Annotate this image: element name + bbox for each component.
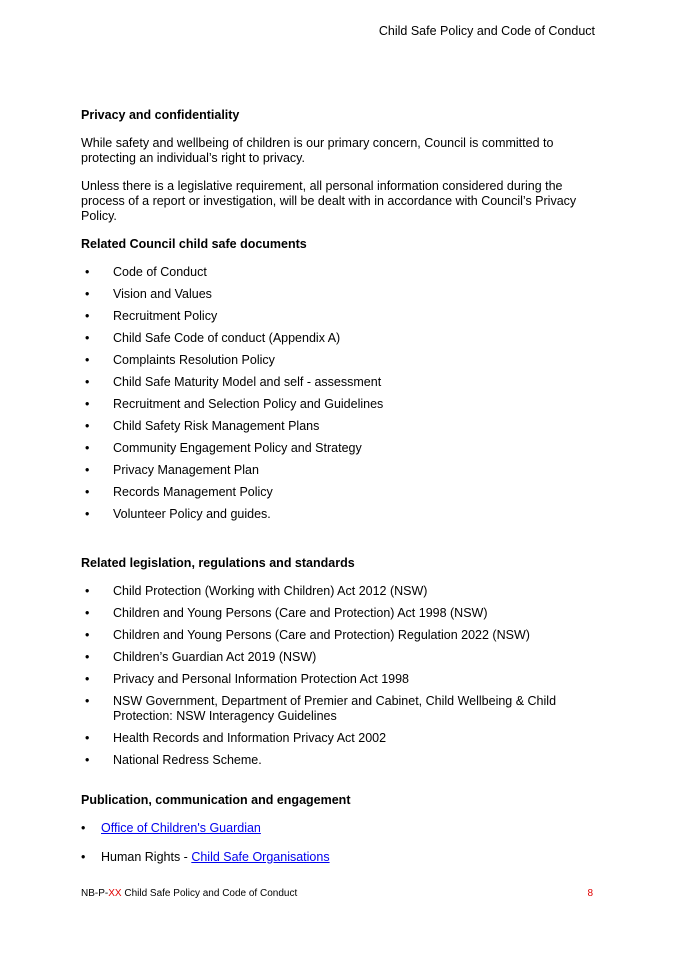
- office-childrens-guardian-link[interactable]: Office of Children's Guardian: [101, 821, 261, 835]
- bullet-icon: •: [85, 628, 90, 642]
- list-item: • NSW Government, Department of Premier and Cabinet, Child Wellbeing & Child Protection: NSW Interagency Guidelines: [85, 694, 557, 723]
- list-item: • Privacy Management Plan: [85, 463, 259, 477]
- list-item: • Health Records and Information Privacy Act 2002: [85, 731, 387, 745]
- list-item: • Vision and Values: [85, 287, 212, 301]
- footer-title: Child Safe Policy and Code of Conduct: [121, 888, 298, 899]
- list-item: • Complaints Resolution Policy: [85, 353, 275, 367]
- bullet-icon: •: [85, 265, 90, 279]
- bullet-icon: •: [85, 650, 90, 664]
- page-number: 8: [587, 888, 593, 899]
- footer-code-prefix: NB-P-: [81, 888, 109, 899]
- list-item: • Child Safe Code of conduct (Appendix A): [85, 331, 341, 345]
- bullet-icon: •: [85, 353, 90, 367]
- bullet-icon: •: [85, 309, 90, 323]
- bullet-icon: •: [85, 731, 90, 745]
- list-item: • Child Safety Risk Management Plans: [85, 419, 320, 433]
- list-item: • Privacy and Personal Information Protection Act 1998: [85, 672, 409, 686]
- bullet-icon: •: [85, 485, 90, 499]
- bullet-icon: •: [85, 419, 90, 433]
- bullet-icon: •: [85, 463, 90, 477]
- bullet-icon: •: [85, 507, 90, 521]
- privacy-paragraph-2: Unless there is a legislative requirement, all personal information considered during the process of a report or investigation, will be dealt with in accordance with Council’s Privacy Policy.: [81, 179, 577, 223]
- list-item: • Recruitment Policy: [85, 309, 218, 323]
- publication-list: [81, 821, 581, 865]
- publication-heading: Publication, communication and engagement: [81, 793, 351, 807]
- list-item: • Child Protection (Working with Children) Act 2012 (NSW): [85, 584, 428, 598]
- list-item: • Children and Young Persons (Care and Protection) Regulation 2022 (NSW): [85, 628, 530, 642]
- list-item: • Records Management Policy: [85, 485, 273, 499]
- list-item: • Child Safe Maturity Model and self - assessment: [85, 375, 382, 389]
- footer-code-xx: XX: [108, 888, 122, 899]
- bullet-icon: •: [85, 694, 90, 708]
- documents-list: [81, 265, 581, 522]
- bullet-icon: •: [85, 672, 90, 686]
- bullet-icon: •: [85, 441, 90, 455]
- list-item: • Volunteer Policy and guides.: [85, 507, 271, 521]
- bullet-icon: •: [81, 850, 86, 864]
- bullet-icon: •: [85, 584, 90, 598]
- documents-heading: Related Council child safe documents: [81, 237, 307, 251]
- list-item: [81, 821, 581, 836]
- list-item: • Children’s Guardian Act 2019 (NSW): [85, 650, 317, 664]
- legislation-list: [81, 584, 581, 768]
- legislation-heading: Related legislation, regulations and standards: [81, 556, 355, 570]
- bullet-icon: •: [81, 821, 86, 835]
- bullet-icon: •: [85, 397, 90, 411]
- list-item: • Code of Conduct: [85, 265, 207, 279]
- bullet-icon: •: [85, 375, 90, 389]
- bullet-icon: •: [85, 606, 90, 620]
- list-item: • Children and Young Persons (Care and Protection) Act 1998 (NSW): [85, 606, 488, 620]
- list-item: [81, 850, 581, 865]
- privacy-paragraph-1: While safety and wellbeing of children is our primary concern, Council is committed to protecting an individual’s right to privacy.: [81, 136, 554, 165]
- bullet-icon: •: [85, 331, 90, 345]
- bullet-icon: •: [85, 287, 90, 301]
- bullet-icon: •: [85, 753, 90, 767]
- page-content: [81, 108, 581, 865]
- list-item: • Recruitment and Selection Policy and Guidelines: [85, 397, 384, 411]
- list-item: • Community Engagement Policy and Strategy: [85, 441, 362, 455]
- page-header: Child Safe Policy and Code of Conduct: [378, 24, 595, 38]
- list-item: • National Redress Scheme.: [85, 753, 262, 767]
- page-footer: [81, 888, 593, 899]
- child-safe-organisations-link[interactable]: Child Safe Organisations: [191, 850, 330, 864]
- human-rights-label: Human Rights -: [101, 850, 192, 864]
- privacy-heading: Privacy and confidentiality: [81, 108, 240, 122]
